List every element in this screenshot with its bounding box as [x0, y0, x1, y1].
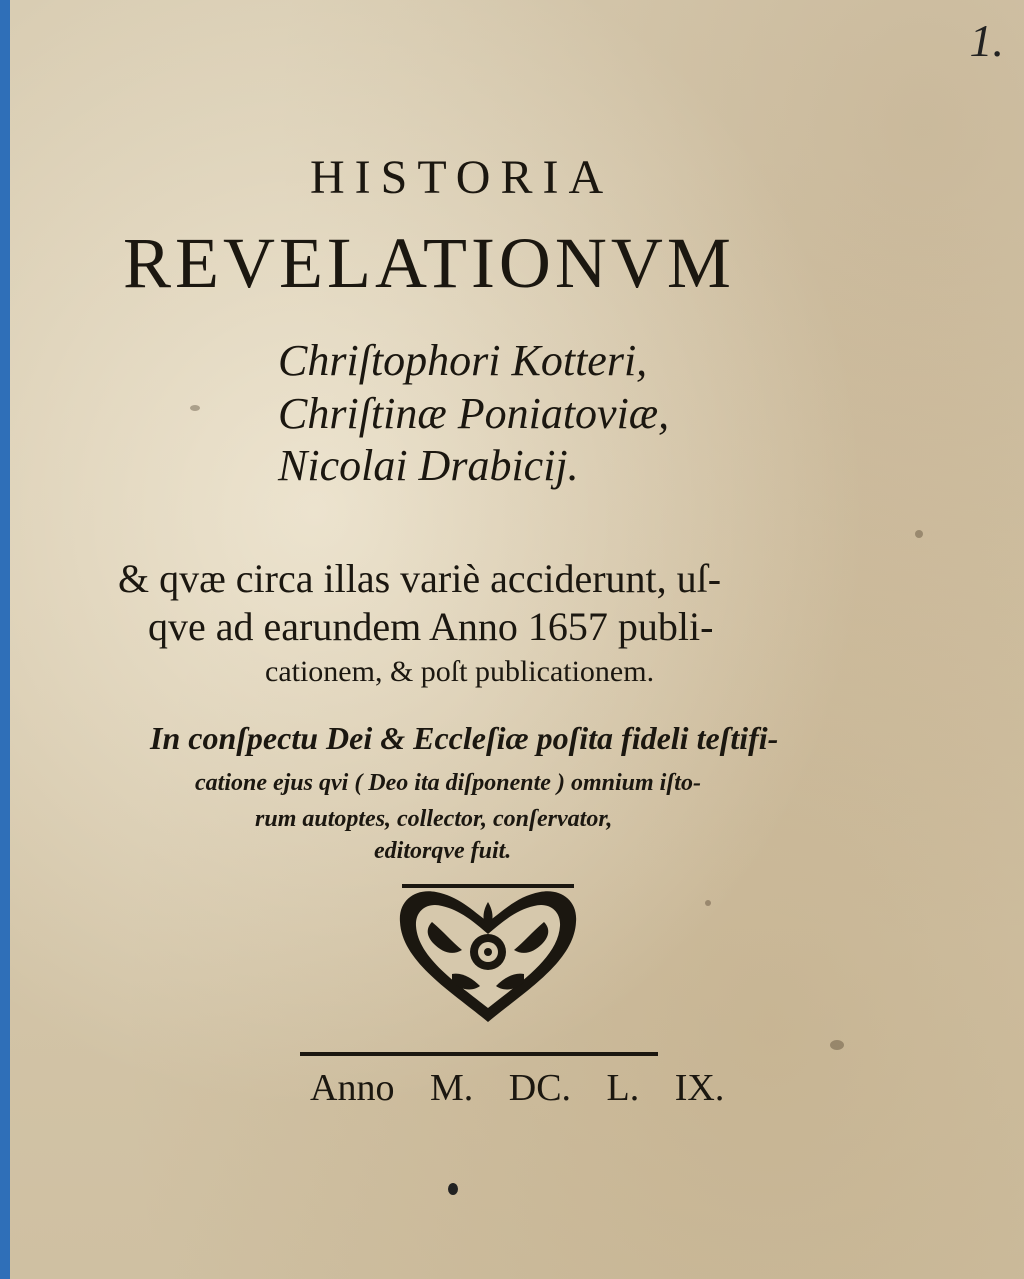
author-name-1: Chriſtophori Kotteri,: [278, 336, 648, 385]
description-line-1: & qvæ circa illas variè acciderunt, uſ-: [118, 556, 722, 601]
title-revelationum: REVELATIONVM: [123, 223, 735, 303]
publication-date: [310, 1066, 750, 1110]
heart-floral-ornament-icon: [392, 882, 584, 1028]
date-part-3: L.: [606, 1067, 640, 1109]
italic-line-3: rum autoptes, collector, conſervator,: [255, 806, 613, 832]
author-name-2: Chriſtinæ Poniatoviæ,: [278, 389, 670, 438]
author-name-3: Nicolai Drabicij.: [278, 441, 579, 490]
date-anno: Anno: [310, 1067, 395, 1109]
description-line-2: qve ad earundem Anno 1657 publi-: [148, 604, 714, 649]
description-line-3: cationem, & poſt publicationem.: [265, 655, 655, 688]
ink-speck: [190, 405, 200, 411]
date-part-1: M.: [429, 1067, 474, 1109]
italic-line-2: catione ejus qvi ( Deo ita diſponente ) omnium iſto-: [195, 770, 701, 796]
ink-speck: [705, 900, 711, 906]
page-number: 1.: [969, 15, 1004, 66]
date-part-2: DC.: [508, 1067, 572, 1109]
ink-speck: [915, 530, 923, 538]
title-page: [10, 0, 1024, 1279]
ink-speck: [830, 1040, 844, 1050]
horizontal-rule: [300, 1052, 658, 1056]
italic-line-4: editorqve fuit.: [374, 838, 512, 864]
date-part-4: IX.: [674, 1067, 725, 1109]
ink-dot: [448, 1183, 458, 1195]
italic-line-1: In conſpectu Dei & Eccleſiæ poſita fideli teſtifi-: [150, 720, 779, 756]
title-historia: HISTORIA: [310, 151, 614, 204]
